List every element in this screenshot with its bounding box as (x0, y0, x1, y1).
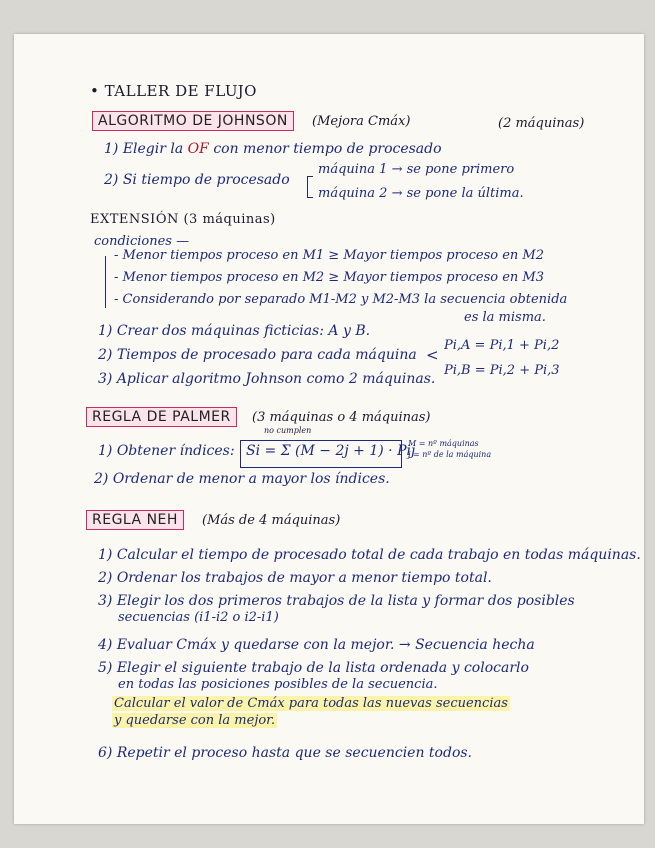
palmer-formula: Si = Σ (M − 2j + 1) · Pij (246, 443, 416, 459)
extension-condition-2: - Menor tiempos proceso en M2 ≥ Mayor tiempos proceso en M3 (114, 270, 545, 285)
extension-conditions-label: condiciones — (94, 234, 190, 249)
neh-step-3-cont: secuencias (i1-i2 o i2-i1) (118, 610, 279, 625)
extension-step-1: 1) Crear dos máquinas ficticias: A y B. (98, 323, 371, 339)
palmer-step-1: 1) Obtener índices: (98, 443, 235, 459)
bracket-symbol: < (426, 346, 439, 364)
extension-condition-3-cont: es la misma. (464, 310, 546, 325)
extension-condition-1: - Menor tiempos proceso en M1 ≥ Mayor tiempos proceso en M2 (114, 248, 545, 263)
neh-step-4: 4) Evaluar Cmáx y quedarse con la mejor. → Secuencia hecha (98, 637, 535, 653)
page-title: • TALLER DE FLUJO (90, 82, 257, 100)
formula-pib: Pi,B = Pi,2 + Pi,3 (444, 363, 560, 378)
neh-step-3: 3) Elegir los dos primeros trabajos de la lista y formar dos posibles (98, 593, 575, 609)
neh-step-1: 1) Calcular el tiempo de procesado total de cada trabajo en todas máquinas. (98, 547, 641, 563)
extension-condition-3: - Considerando por separado M1-M2 y M2-M3 la secuencia obtenida (114, 292, 568, 307)
bracket (307, 176, 308, 198)
palmer-subtitle-note: no cumplen (264, 426, 312, 435)
section-johnson-heading: ALGORITMO DE JOHNSON (92, 111, 294, 131)
section-neh-heading: REGLA NEH (86, 510, 184, 530)
palmer-note-2: j = nº de la máquina (408, 450, 492, 459)
johnson-subtitle: (Mejora Cmáx) (312, 114, 411, 129)
extension-step-2: 2) Tiempos de procesado para cada máquina (98, 347, 417, 363)
extension-step-3: 3) Aplicar algoritmo Johnson como 2 máquinas. (98, 371, 436, 387)
palmer-subtitle: (3 máquinas o 4 máquinas) (252, 410, 431, 425)
palmer-note-1: M = nº máquinas (408, 439, 479, 448)
formula-pia: Pi,A = Pi,1 + Pi,2 (444, 338, 560, 353)
neh-subtitle: (Más de 4 máquinas) (202, 513, 341, 528)
johnson-machines: (2 máquinas) (498, 116, 585, 131)
johnson-step-1: 1) Elegir la OF con menor tiempo de procesado (104, 141, 442, 157)
neh-step-5-calc: Calcular el valor de Cmáx para todas las nuevas secuencias (114, 696, 508, 711)
neh-step-5: 5) Elegir el siguiente trabajo de la lista ordenada y colocarlo (98, 660, 529, 676)
section-palmer-heading: REGLA DE PALMER (86, 407, 237, 427)
palmer-step-2: 2) Ordenar de menor a mayor los índices. (94, 471, 390, 487)
johnson-step-2: 2) Si tiempo de procesado (104, 172, 290, 188)
neh-step-2: 2) Ordenar los trabajos de mayor a menor tiempo total. (98, 570, 492, 586)
neh-step-6: 6) Repetir el proceso hasta que se secuencien todos. (98, 745, 473, 761)
extension-heading: EXTENSIÓN (3 máquinas) (90, 212, 276, 227)
notebook-page (14, 34, 644, 824)
johnson-step-2-option-1: máquina 1 → se pone primero (318, 162, 515, 177)
neh-step-5-cont: en todas las posiciones posibles de la secuencia. (118, 677, 438, 692)
neh-step-5-calc-cont: y quedarse con la mejor. (114, 713, 276, 728)
johnson-step-2-option-2: máquina 2 → se pone la última. (318, 186, 524, 201)
